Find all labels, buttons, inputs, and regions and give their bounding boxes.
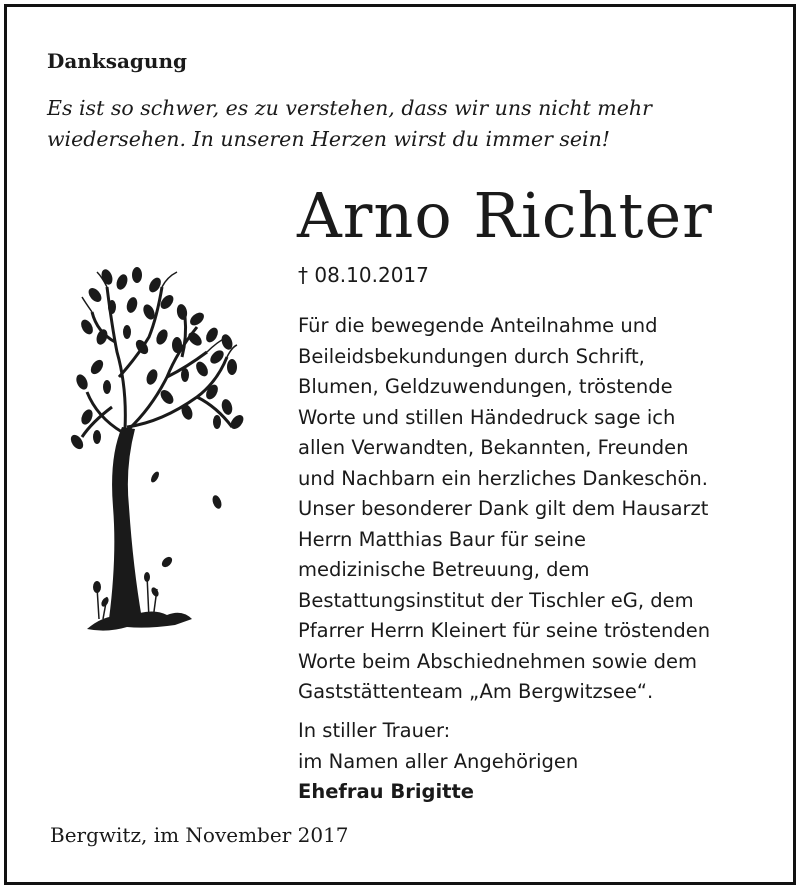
obituary-frame <box>4 4 796 885</box>
motto-line: Es ist so schwer, es zu verstehen, dass wir uns nicht mehr <box>47 96 652 120</box>
text-line: Worte beim Abschiednehmen sowie dem <box>298 649 697 673</box>
text-line: Bestattungsinstitut der Tischler eG, dem <box>298 588 694 612</box>
text-line: Unser besonderer Dank gilt dem Hausarzt <box>298 497 709 520</box>
text-line: allen Verwandten, Bekannten, Freunden <box>298 436 689 459</box>
death-date: † 08.10.2017 <box>298 263 429 287</box>
text-line: Blumen, Geldzuwendungen, tröstende <box>298 375 673 398</box>
text-line: Worte und stillen Händedruck sage ich <box>298 405 676 429</box>
text-line: und Nachbarn ein herzliches Dankeschön. <box>298 466 708 490</box>
deceased-name: Arno Richter <box>297 179 713 252</box>
text-line: Herrn Matthias Baur für seine <box>298 527 586 551</box>
tree-icon <box>67 257 247 647</box>
closing-line: im Namen aller Angehörigen <box>298 749 579 773</box>
signature: Ehefrau Brigitte <box>298 780 475 803</box>
text-line: Pfarrer Herrn Kleinert für seine tröstenden <box>298 619 711 642</box>
place-date: Bergwitz, im November 2017 <box>50 823 349 847</box>
closing-line: In stiller Trauer: <box>298 719 451 742</box>
text-line: medizinische Betreuung, dem <box>298 558 590 581</box>
text-line: Beileidsbekundungen durch Schrift, <box>298 344 645 368</box>
thank-you-text <box>298 311 768 708</box>
text-line: Gaststättenteam „Am Bergwitzsee“. <box>298 680 654 703</box>
heading: Danksagung <box>47 49 187 73</box>
motto <box>47 93 767 155</box>
motto-line: wiedersehen. In unseren Herzen wirst du immer sein! <box>47 127 611 151</box>
text-line: Für die bewegende Anteilnahme und <box>298 314 658 337</box>
closing-block <box>298 716 578 808</box>
